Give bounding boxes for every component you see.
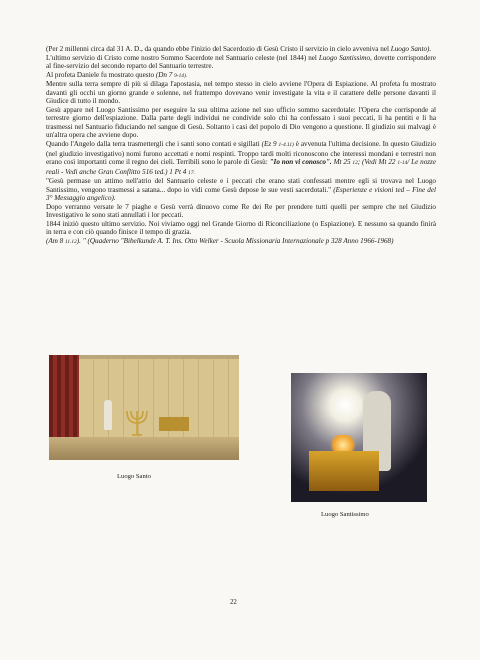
quote-text: "Gesù permase un attimo nell'atrio del Santuario celeste e i peccati che erano stati confessati mentre egli si trovava nel Luogo Santissimo, vengono trasmessi a satana... dopo io vidi come Gesù depose le sue vesti sacerdotali.": [46, 177, 436, 194]
paragraph-2: [46, 54, 436, 71]
reference-verse: 12: [352, 160, 358, 167]
paragraph-3: [46, 71, 436, 81]
reference: ; (Vedi Mt 22: [357, 158, 398, 167]
body-text: [46, 45, 436, 247]
reference-verse: 1-14: [397, 160, 408, 167]
paragraph-1: [46, 45, 436, 54]
reference-verse: 9-14).: [174, 72, 188, 79]
text-run: Quando l'Angelo dalla terra trasmettergli che i santi sono contati e sigillati: [46, 140, 262, 149]
menorah-icon: [124, 407, 150, 437]
tabernacle-floor: [49, 437, 239, 460]
paragraph-6: [46, 140, 436, 177]
quote-source: (Esperienze e visioni ted – Fine del 3° Messaggio angelico).: [46, 185, 437, 203]
reference: / Le nozze reali - Vedi anche Gran Conflitto 516 ted.): [46, 158, 436, 176]
paragraph-5: Gesù appare nel Luogo Santissimo per eseguire la sua ultima azione nel suo ufficio sommo sacerdotale: l'Opera che corrisponde al terrestre giorno dell'espiazione. Dalla parte degli individui ne condivide solo chi ha confessato i suoi peccati, li ha pentiti e li ha trasmessi nel Santuario fiduciando nel sangue di Gesù. Soltanto i casi del popolo di Dio vengono a questione. Il giudizio sui malvagi è un'altra opera che avviene dopo.: [46, 105, 436, 140]
source-note: ). " (Quaderno "Bibelkunde A. T. Ins. Otto Welker - Scuola Missionaria Internazionale p 328 Anno 1966-1968): [76, 237, 394, 246]
text-run: è avvenuta l'ultima decisione. In questo Giudizio (nel giudizio investigativo) nomi furono accettati e nomi respinti. Troppo tardi molti riconoscono che interessi mondani e terrestri non erano così importanti come il regno dei cieli. Terribili sono le parole di Gesù:: [46, 140, 436, 167]
priest-figure: [104, 400, 112, 430]
reference: Mt 25: [331, 158, 353, 167]
reference: (Dn 7: [155, 70, 175, 79]
ark-of-covenant: [309, 451, 379, 491]
reference-verse: 11.12: [65, 239, 77, 246]
caption-holy-place: Luogo Santo: [117, 473, 151, 480]
text-run-italic: Luogo Santo).: [390, 45, 432, 53]
most-holy-place-image: [291, 373, 427, 502]
holy-place-image: [49, 355, 239, 460]
reference-verse: 17.: [188, 169, 195, 176]
reference: (Ez 9: [261, 140, 279, 149]
page-number: 22: [230, 599, 237, 606]
reference-verse: 1-4.11): [278, 142, 294, 149]
text-run-italic: Luogo Santissimo,: [318, 53, 372, 62]
text-run: L'ultimo servizio di Cristo come nostro Sommo Sacerdote nel Santuario celeste (nel 1844) nel: [46, 53, 319, 62]
paragraph-10: [46, 237, 436, 247]
paragraph-7: [46, 177, 436, 203]
paragraph-8: Dopo verranno versate le 7 piaghe e Gesù verrà dinuovo come Re dei Re per prendere tutti quelli per sempre che nel Giudizio Investigativo le sono stati annullati i lor peccati.: [46, 202, 436, 220]
caption-most-holy-place: Luogo Santissimo: [321, 511, 369, 518]
text-run: Al profeta Daniele fu mostrato questo: [46, 70, 156, 79]
reference: (Am 8: [46, 237, 66, 246]
text-run: dovette corrispondere al fine-servizio del secondo reparto del Santuario terrestre.: [46, 53, 436, 71]
reference: 1 Pt 4: [167, 167, 189, 176]
paragraph-9: 1844 iniziò questo ultimo servizio. Noi viviamo oggi nel Grande Giorno di Riconciliazione (o Espiazione). E nessuno sa quando finirà in terra e con ciò quando finisce il tempo di grazia.: [46, 219, 436, 237]
text-run: (Per 2 millenni circa dal 31 A. D., da quando ebbe l'inizio del Sacerdozio di Gesù Cristo il servizio in cielo avveniva nel: [46, 45, 391, 53]
showbread-table: [159, 417, 189, 431]
paragraph-4: Mentre sulla terra sempre di più si dilaga l'apostasia, nel tempo stesso in cielo avviene l'Opera di Espiazione. Al profeta fu mostrato davanti gli occhi un giorno grande e solenne, nel frattempo dovevano venir investigate la vita e il carattere delle persone davanti il Giudice di tutto il mondo.: [46, 80, 436, 106]
quote-bold: "Io non vi conosco".: [269, 158, 332, 167]
